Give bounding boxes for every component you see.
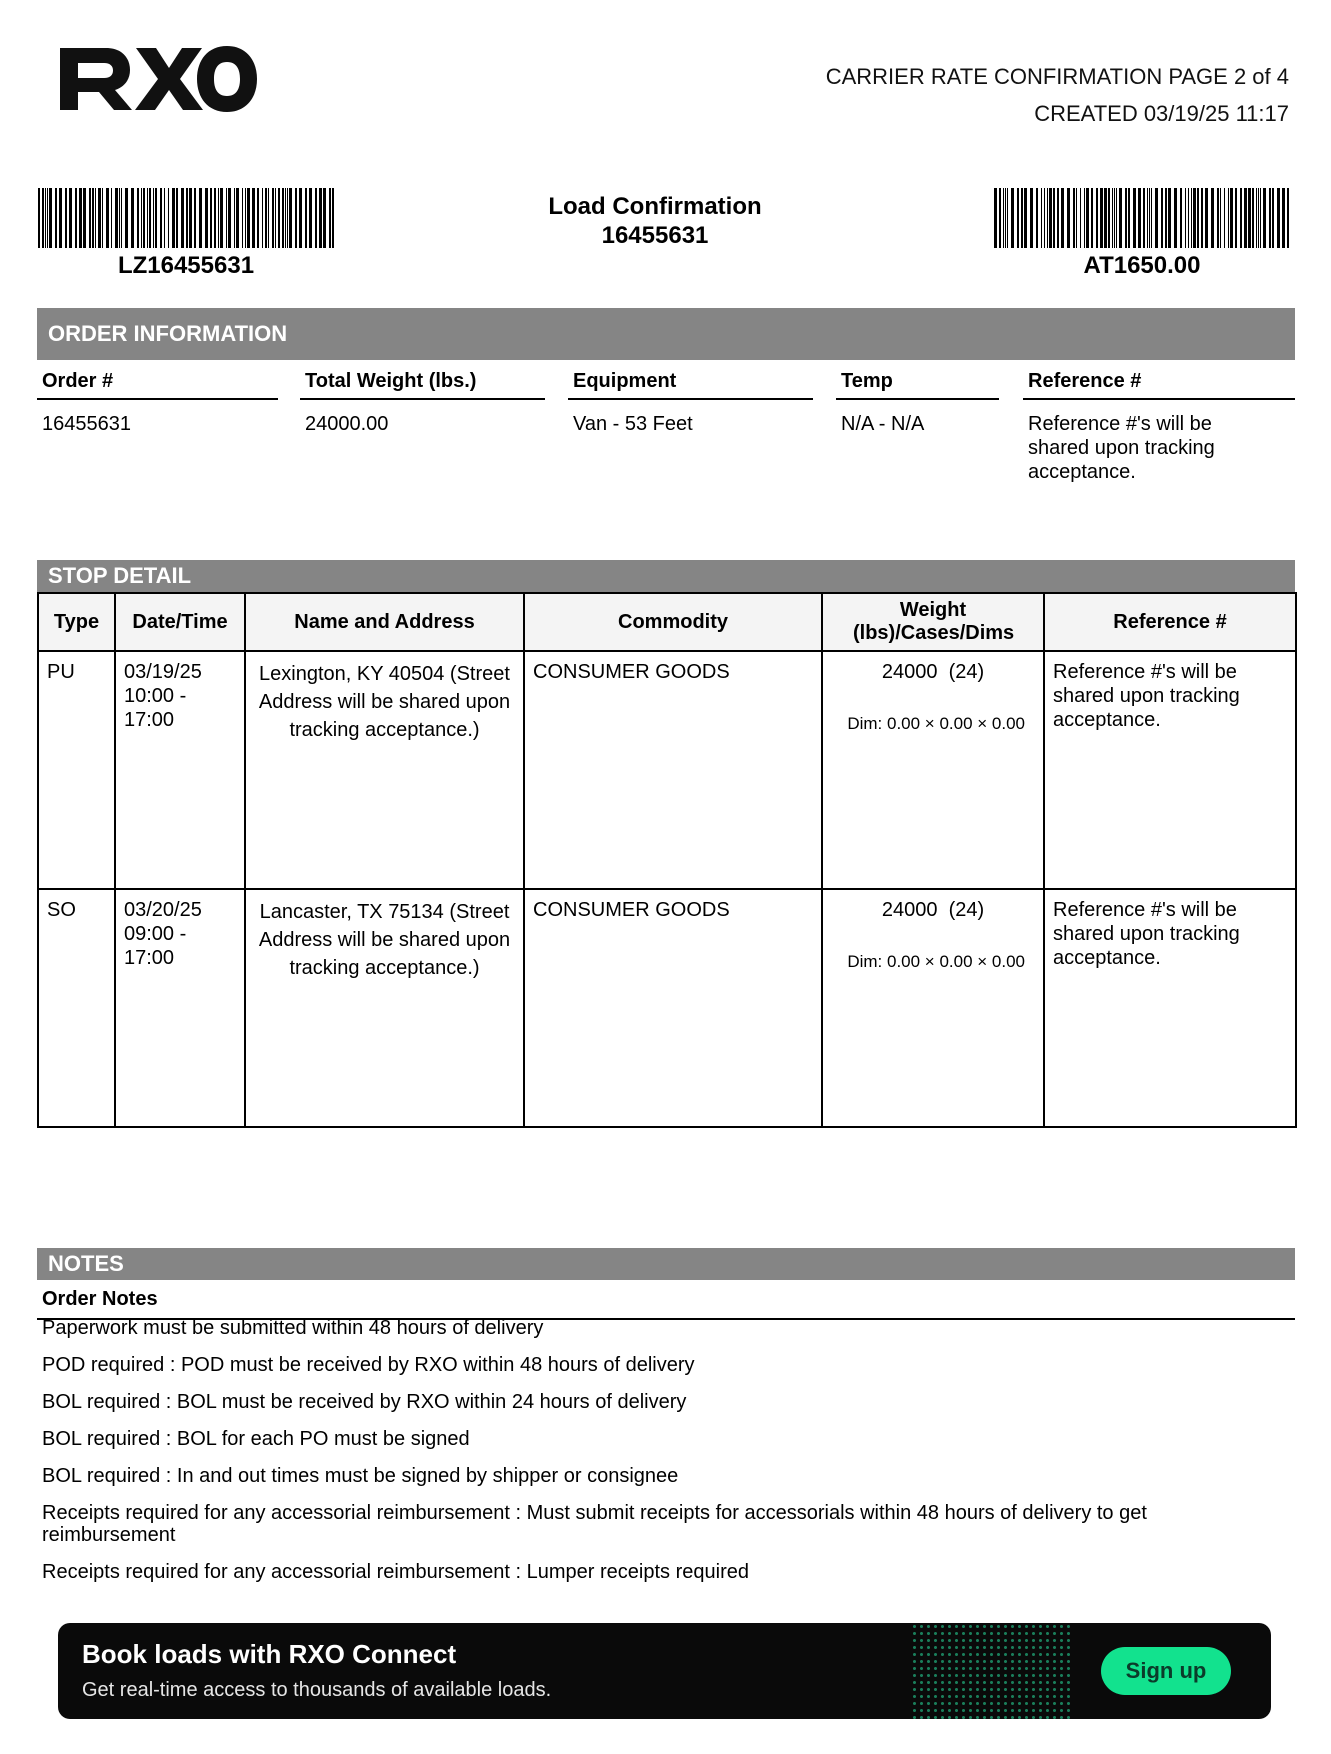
barcode-bar xyxy=(1080,188,1081,248)
barcode-bar xyxy=(329,188,331,248)
barcode-bar xyxy=(115,188,118,248)
rxo-connect-banner[interactable] xyxy=(58,1623,1271,1719)
order-information-header: ORDER INFORMATION xyxy=(37,308,1295,360)
barcode-bar xyxy=(268,188,269,248)
barcode-bar xyxy=(1096,188,1098,248)
equipment-label: Equipment xyxy=(568,370,813,400)
barcode-left-label: LZ16455631 xyxy=(117,252,255,279)
column-header-type: Type xyxy=(38,593,115,651)
barcode-bar xyxy=(1067,188,1070,248)
barcode-bar xyxy=(1053,188,1055,248)
barcode-bar xyxy=(121,188,122,248)
banner-dot-pattern xyxy=(911,1623,1071,1719)
barcode-bar xyxy=(1086,188,1089,248)
reference-column xyxy=(1023,370,1295,484)
barcode-bar xyxy=(1147,188,1148,248)
barcode-bar xyxy=(189,188,192,248)
barcode-bar xyxy=(999,188,1001,248)
barcode-bar xyxy=(1201,188,1203,248)
note-line: POD required : POD must be received by RXO within 48 hours of delivery xyxy=(42,1354,695,1376)
barcode-bar xyxy=(98,188,101,248)
barcode-bar xyxy=(305,188,307,248)
note-line: Receipts required for any accessorial reimbursement : Lumper receipts required xyxy=(42,1561,749,1583)
stop-datetime xyxy=(115,889,245,1127)
barcode-bar xyxy=(1230,188,1233,248)
barcode-bar xyxy=(49,188,52,248)
barcode-bar xyxy=(131,188,134,248)
note-line: BOL required : BOL must be received by RXO within 24 hours of delivery xyxy=(42,1391,687,1413)
barcode-bar xyxy=(272,188,274,248)
order-number-value: 16455631 xyxy=(42,413,131,435)
barcode-bar xyxy=(323,188,326,248)
barcode-bar xyxy=(89,188,91,248)
barcode-bar xyxy=(1104,188,1107,248)
barcode-bar xyxy=(1036,188,1038,248)
column-header-reference: Reference # xyxy=(1044,593,1296,651)
barcode-bar xyxy=(106,188,109,248)
barcode-bar xyxy=(1240,188,1242,248)
barcode-bar xyxy=(79,188,82,248)
stop-date: 03/20/25 xyxy=(124,899,202,921)
barcode-bar xyxy=(69,188,72,248)
total-weight-column xyxy=(300,370,545,436)
barcode-bar xyxy=(1041,188,1042,248)
barcode-bar xyxy=(257,188,259,248)
barcode-bar xyxy=(247,188,250,248)
barcode-bar xyxy=(75,188,77,248)
barcode-bar xyxy=(1108,188,1110,248)
barcode-bar xyxy=(265,188,267,248)
barcode-bar xyxy=(1119,188,1122,248)
note-line: BOL required : BOL for each PO must be signed xyxy=(42,1428,470,1450)
barcode-bar xyxy=(1205,188,1208,248)
column-header-name-address: Name and Address xyxy=(245,593,524,651)
created-timestamp: CREATED 03/19/25 11:17 xyxy=(1034,101,1289,126)
barcode-bar xyxy=(1220,188,1221,248)
barcode-bar xyxy=(65,188,67,248)
barcode-bar xyxy=(285,188,286,248)
barcode-bar xyxy=(149,188,151,248)
barcode-bar xyxy=(234,188,235,248)
stop-datetime xyxy=(115,651,245,889)
banner-subtitle: Get real-time access to thousands of available loads. xyxy=(82,1679,552,1701)
barcode-bar xyxy=(218,188,219,248)
barcode-bar xyxy=(168,188,169,248)
barcode-bar xyxy=(1269,188,1271,248)
barcode-bar xyxy=(210,188,212,248)
load-number: 16455631 xyxy=(601,222,709,249)
barcode-bar xyxy=(1049,188,1052,248)
equipment-value: Van - 53 Feet xyxy=(573,413,693,435)
note-line: Receipts required for any accessorial reimbursement : Must submit receipts for accessorials within 48 hours of delivery to get reimbursement xyxy=(42,1502,1147,1546)
column-header-datetime: Date/Time xyxy=(115,593,245,651)
barcode-bar xyxy=(289,188,292,248)
barcode-bar xyxy=(1217,188,1219,248)
total-weight-label: Total Weight (lbs.) xyxy=(300,370,545,400)
stop-weight: 24000 (24) xyxy=(881,661,985,683)
barcode-bar xyxy=(111,188,112,248)
barcode-bar xyxy=(282,188,284,248)
reference-value: Reference #'s will be shared upon tracking acceptance. xyxy=(1028,413,1215,483)
barcode-bar xyxy=(1260,188,1261,248)
barcode-bar xyxy=(1114,188,1115,248)
order-notes-label: Order Notes xyxy=(37,1284,1295,1320)
column-header-weight: Weight (lbs)/Cases/Dims xyxy=(822,593,1044,651)
barcode-bar xyxy=(155,188,157,248)
stop-time-start: 10:00 - xyxy=(124,685,187,707)
barcode-bar xyxy=(42,188,44,248)
barcode-bar xyxy=(153,188,154,248)
stop-name-address: Lexington, KY 40504 (Street Address will be shared upon tracking acceptance.) xyxy=(245,651,524,889)
barcode-bar xyxy=(1084,188,1085,248)
note-line: Paperwork must be submitted within 48 hours of delivery xyxy=(42,1317,544,1339)
barcode-bar xyxy=(1128,188,1130,248)
barcode-bar xyxy=(125,188,128,248)
barcode-bar xyxy=(287,188,288,248)
barcode-bar xyxy=(137,188,139,248)
barcode-bar xyxy=(1161,188,1163,248)
table-row xyxy=(38,889,1296,1127)
barcode-bar xyxy=(1073,188,1075,248)
barcode-bar xyxy=(1235,188,1237,248)
stop-reference: Reference #'s will be shared upon tracking acceptance. xyxy=(1044,889,1296,1127)
barcode-bar xyxy=(1211,188,1214,248)
barcode-bar xyxy=(226,188,227,248)
barcode-bar xyxy=(1188,188,1189,248)
note-line: BOL required : In and out times must be signed by shipper or consignee xyxy=(42,1465,679,1487)
temp-value: N/A - N/A xyxy=(841,413,925,435)
barcode-bar xyxy=(38,188,40,248)
barcode-bar xyxy=(92,188,94,248)
barcode-bar xyxy=(1244,188,1247,248)
barcode-bar xyxy=(1252,188,1254,248)
barcode-bar xyxy=(1024,188,1027,248)
equipment-column xyxy=(568,370,813,436)
barcode-bar xyxy=(1125,188,1127,248)
barcode-bar xyxy=(262,188,263,248)
stop-commodity: CONSUMER GOODS xyxy=(524,651,822,889)
load-confirmation-title: Load Confirmation xyxy=(548,193,762,220)
barcode-bar xyxy=(1174,188,1177,248)
total-weight-value: 24000.00 xyxy=(305,413,389,435)
barcode-bar xyxy=(236,188,239,248)
barcode-bar xyxy=(55,188,57,248)
barcode-bar xyxy=(220,188,223,248)
barcode-bar xyxy=(1168,188,1171,248)
stop-weight-cell xyxy=(822,889,1044,1127)
barcode-bar xyxy=(102,188,103,248)
barcode-bar xyxy=(119,188,120,248)
barcode-bar xyxy=(295,188,297,248)
barcode-right xyxy=(994,188,1290,248)
barcode-bar xyxy=(1258,188,1259,248)
barcode-bar xyxy=(83,188,86,248)
banner-title: Book loads with RXO Connect xyxy=(82,1639,457,1669)
stop-time-end: 17:00 xyxy=(124,709,175,731)
barcode-bar xyxy=(1165,188,1167,248)
barcode-bar xyxy=(1151,188,1152,248)
temp-column xyxy=(836,370,999,436)
barcode-bar xyxy=(1007,188,1008,248)
barcode-bar xyxy=(275,188,276,248)
barcode-bar xyxy=(242,188,243,248)
barcode-bar xyxy=(1133,188,1136,248)
barcode-bar xyxy=(1191,188,1192,248)
barcode-bar xyxy=(160,188,162,248)
stop-name-address: Lancaster, TX 75134 (Street Address will be shared upon tracking acceptance.) xyxy=(245,889,524,1127)
reference-label: Reference # xyxy=(1023,370,1295,400)
barcode-bar xyxy=(252,188,255,248)
page-indicator: CARRIER RATE CONFIRMATION PAGE 2 of 4 xyxy=(825,64,1289,89)
barcode-bar xyxy=(181,188,184,248)
barcode-bar xyxy=(994,188,997,248)
barcode-bar xyxy=(1277,188,1280,248)
barcode-bar xyxy=(278,188,280,248)
barcode-bar xyxy=(319,188,322,248)
barcode-bar xyxy=(205,188,208,248)
stop-time-end: 17:00 xyxy=(124,947,175,969)
stop-time-start: 09:00 - xyxy=(124,923,187,945)
barcode-bar xyxy=(1047,188,1048,248)
stop-dims: Dim: 0.00 × 0.00 × 0.00 xyxy=(847,714,1025,733)
barcode-bar xyxy=(164,188,165,248)
barcode-bar xyxy=(1003,188,1004,248)
barcode-bar xyxy=(141,188,142,248)
barcode-bar xyxy=(1017,188,1019,248)
barcode-bar xyxy=(1263,188,1266,248)
barcode-bar xyxy=(1197,188,1199,248)
order-number-label: Order # xyxy=(37,370,278,400)
barcode-bar xyxy=(1021,188,1023,248)
barcode-bar xyxy=(1256,188,1257,248)
barcode-bar xyxy=(1248,188,1251,248)
barcode-bar xyxy=(245,188,246,248)
stop-reference: Reference #'s will be shared upon tracking acceptance. xyxy=(1044,651,1296,889)
barcode-bar xyxy=(228,188,231,248)
barcode-bar xyxy=(1091,188,1093,248)
stop-date: 03/19/25 xyxy=(124,661,202,683)
barcode-bar xyxy=(1076,188,1077,248)
barcode-bar xyxy=(1287,188,1289,248)
barcode-bar xyxy=(1100,188,1103,248)
barcode-bar xyxy=(143,188,145,248)
stop-dims: Dim: 0.00 × 0.00 × 0.00 xyxy=(847,952,1025,971)
sign-up-button[interactable]: Sign up xyxy=(1101,1647,1231,1695)
barcode-bar xyxy=(1180,188,1182,248)
barcode-bar xyxy=(147,188,148,248)
table-header-row xyxy=(38,593,1296,651)
barcode-bar xyxy=(95,188,96,248)
barcode-bar xyxy=(172,188,175,248)
stop-type: SO xyxy=(38,889,115,1127)
stop-detail-header: STOP DETAIL xyxy=(37,560,1295,592)
temp-label: Temp xyxy=(836,370,999,400)
barcode-bar xyxy=(47,188,48,248)
barcode-bar xyxy=(1149,188,1150,248)
barcode-bar xyxy=(1272,188,1274,248)
stop-type: PU xyxy=(38,651,115,889)
barcode-bar xyxy=(1005,188,1006,248)
rxo-logo xyxy=(58,44,258,114)
barcode-bar xyxy=(194,188,196,248)
barcode-bar xyxy=(45,188,46,248)
barcode-bar xyxy=(332,188,334,248)
barcode-bar xyxy=(1112,188,1113,248)
barcode-bar xyxy=(1116,188,1117,248)
barcode-bar xyxy=(1057,188,1059,248)
barcode-bar xyxy=(59,188,62,248)
barcode-bar xyxy=(199,188,202,248)
barcode-bar xyxy=(1193,188,1196,248)
barcode-right-label: AT1650.00 xyxy=(1083,252,1201,279)
barcode-bar xyxy=(214,188,216,248)
stop-weight-cell xyxy=(822,651,1044,889)
barcode-bar xyxy=(1011,188,1014,248)
table-row xyxy=(38,651,1296,889)
stop-weight: 24000 (24) xyxy=(881,899,985,921)
barcode-bar xyxy=(1044,188,1045,248)
barcode-bar xyxy=(1155,188,1158,248)
barcode-bar xyxy=(1143,188,1145,248)
stop-commodity: CONSUMER GOODS xyxy=(524,889,822,1127)
barcode-bar xyxy=(1030,188,1033,248)
barcode-bar xyxy=(309,188,312,248)
barcode-bar xyxy=(176,188,178,248)
notes-header: NOTES xyxy=(37,1248,1295,1280)
barcode-bar xyxy=(1138,188,1141,248)
barcode-bar xyxy=(1185,188,1186,248)
stop-detail-table xyxy=(37,592,1297,1128)
barcode-bar xyxy=(1282,188,1285,248)
order-number-column xyxy=(37,370,278,436)
barcode-bar xyxy=(1228,188,1229,248)
barcode-bar xyxy=(1224,188,1225,248)
column-header-commodity: Commodity xyxy=(524,593,822,651)
barcode-bar xyxy=(1061,188,1064,248)
barcode-bar xyxy=(186,188,188,248)
barcode-bar xyxy=(299,188,302,248)
barcode-left xyxy=(38,188,334,248)
barcode-bar xyxy=(315,188,317,248)
